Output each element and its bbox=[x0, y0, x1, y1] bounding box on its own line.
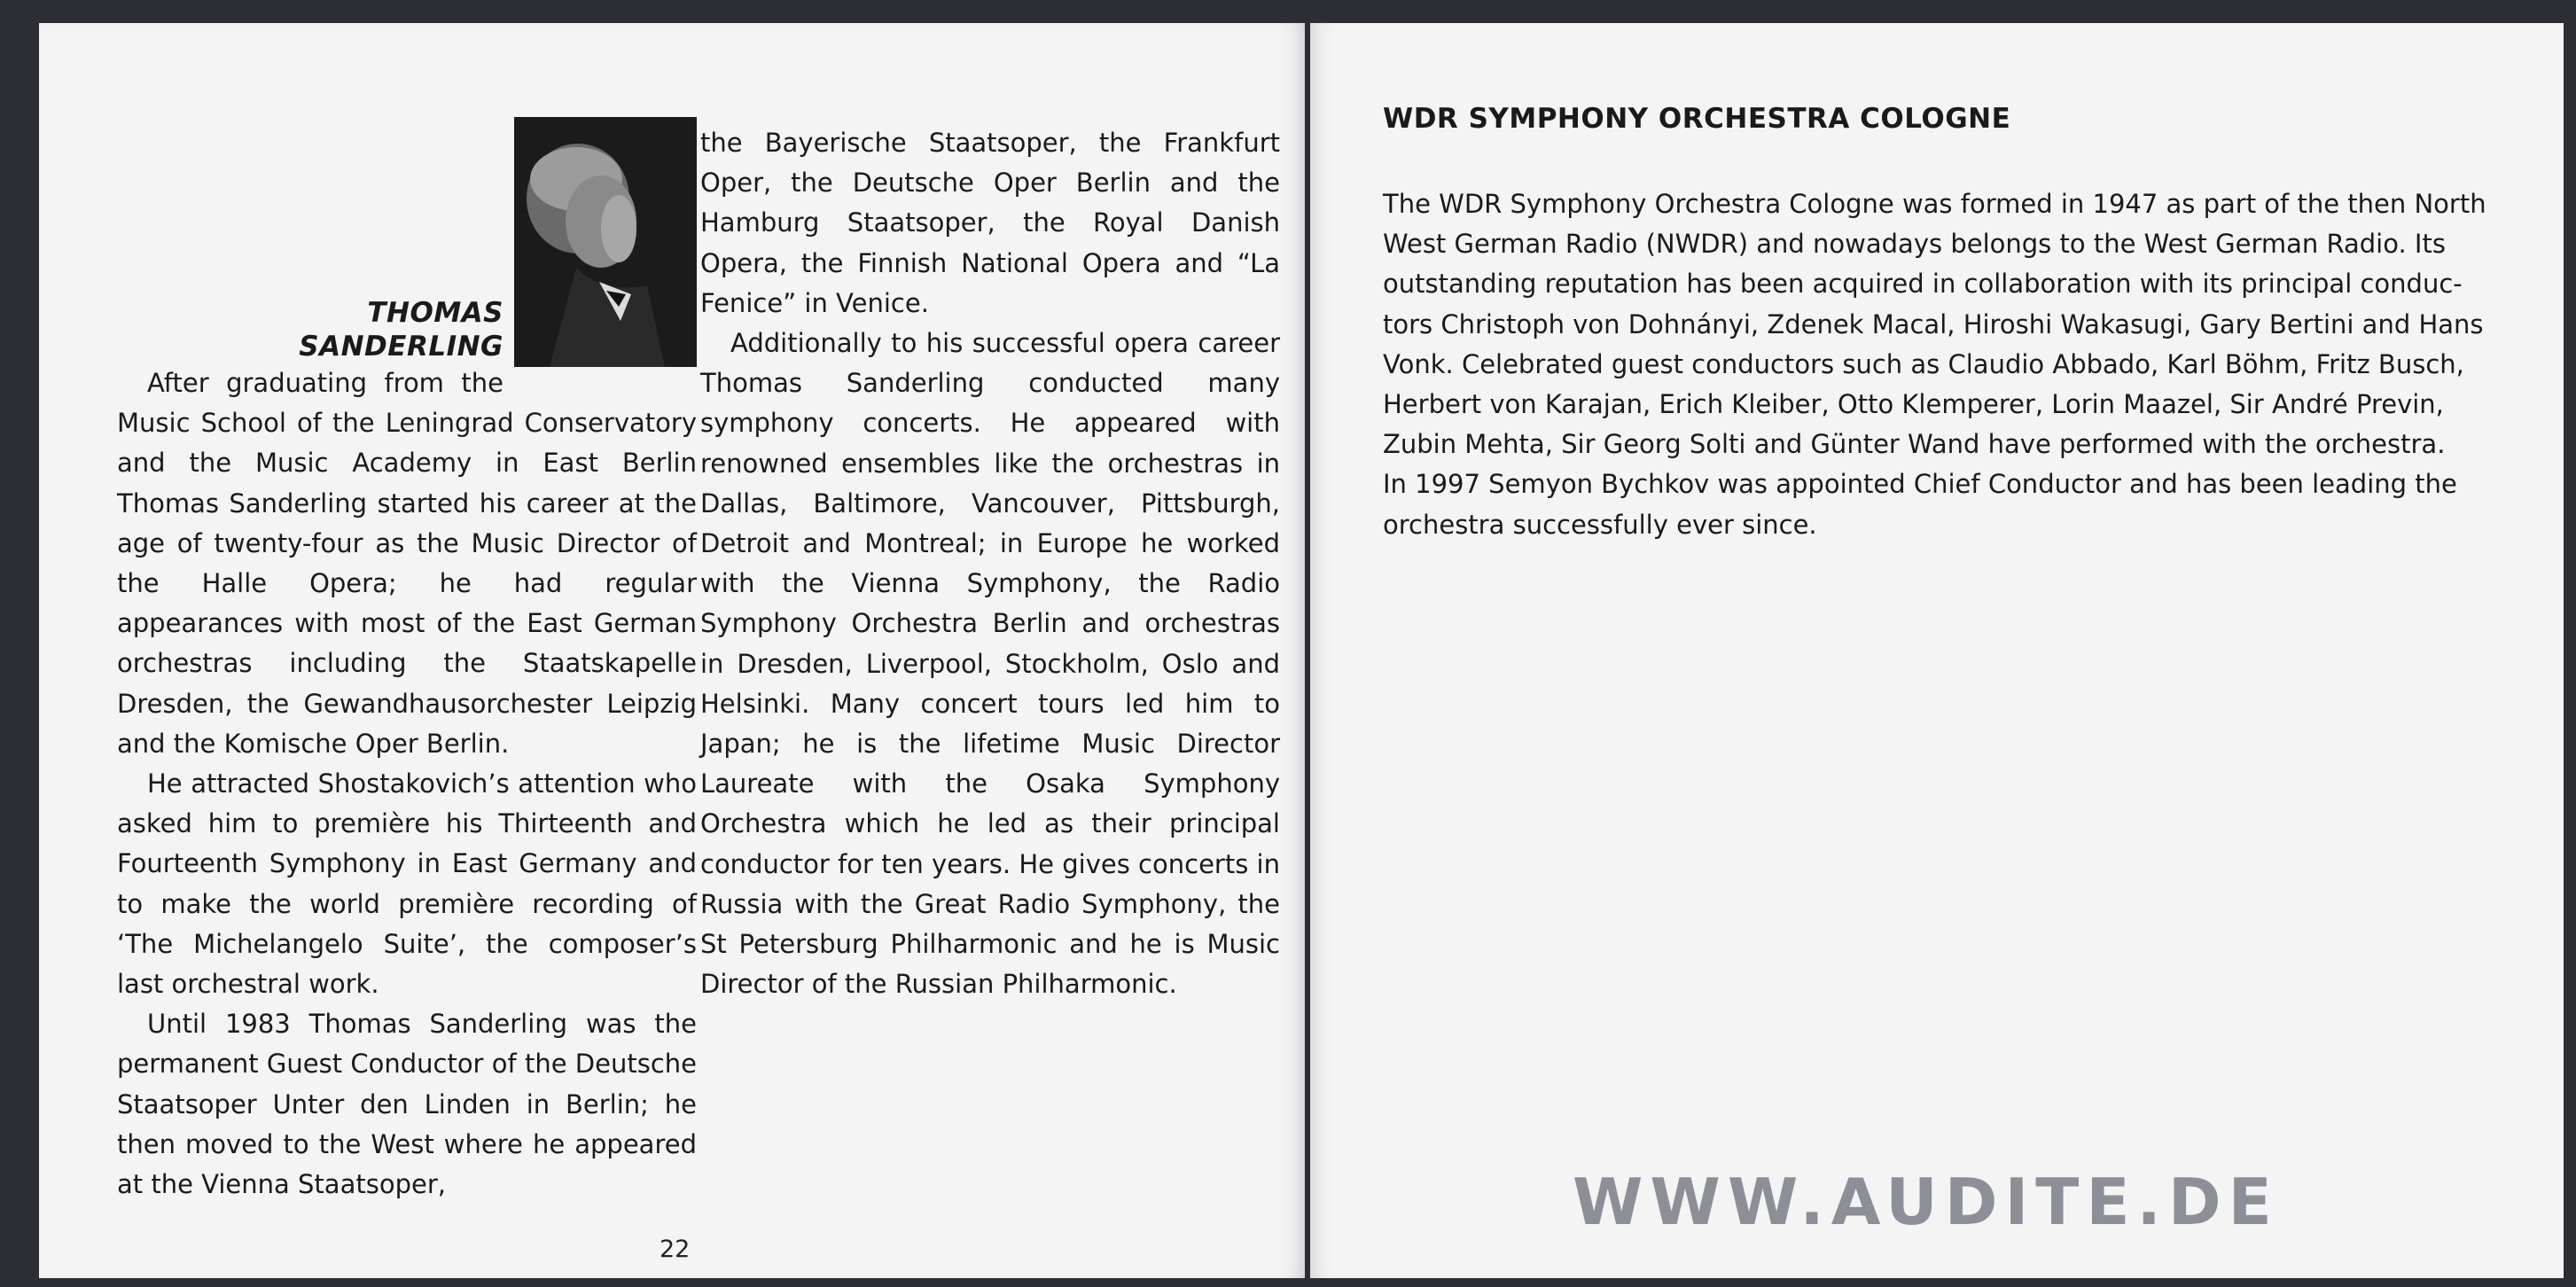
description-line: Vonk. Celebrated guest conductors such as Claudio Abbado, Karl Böhm, Fritz Busch, bbox=[1383, 348, 2464, 379]
orchestra-description bbox=[1383, 184, 2509, 545]
portrait-image bbox=[514, 117, 697, 367]
paragraph-biography-2: He attracted Shostakovich’s attention who asked him to première his Thirteenth and Fourteenth Symphony in East Germany and to make the world première recording of ‘The Michelangelo Suite’, the composer’s last orchestral work. bbox=[117, 768, 697, 1000]
heading-first-name: THOMAS bbox=[367, 297, 503, 329]
orchestra-title: WDR SYMPHONY ORCHESTRA COLOGNE bbox=[1383, 103, 2011, 135]
heading-last-name: SANDERLING bbox=[299, 331, 503, 363]
description-line: West German Radio (NWDR) and nowadays belongs to the West German Radio. Its bbox=[1383, 229, 2446, 260]
left-page bbox=[39, 23, 1305, 1278]
description-line: outstanding reputation has been acquired in collaboration with its principal conduc- bbox=[1383, 269, 2463, 300]
description-line: In 1997 Semyon Bychkov was appointed Chief Conductor and has been leading the bbox=[1383, 469, 2457, 500]
description-line: orchestra successfully ever since. bbox=[1383, 509, 1817, 540]
paragraph-biography-5: Additionally to his successful opera career Thomas Sanderling conducted many symphony concerts. He appeared with renowned ensembles like the orchestras in Dallas, Baltimore, Vancouver, Pittsburgh, Detroit and Montreal; in Europe he worked with the Vienna Symphony, the Radio Symphony Orchestra Berlin and orchestras in Dresden, Liverpool, Stockholm, Oslo and Helsinki. Many concert tours led him to Japan; he is the lifetime Music Director Laureate with the Osaka Symphony Orchestra which he led as their principal conductor for ten years. He gives concerts in Russia with the Great Radio Symphony, the St Petersburg Philharmonic and he is Music Director of the Russian Philharmonic. bbox=[700, 328, 1280, 1000]
description-line: Zubin Mehta, Sir Georg Solti and Günter Wand have performed with the orchestra. bbox=[1383, 429, 2446, 460]
right-page bbox=[1310, 23, 2564, 1278]
description-line: Herbert von Karajan, Erich Kleiber, Otto Klemperer, Lorin Maazel, Sir André Previn, bbox=[1383, 389, 2444, 420]
paragraph-biography-3: Until 1983 Thomas Sanderling was the permanent Guest Conductor of the Deutsche Staatsoper Unter den Linden in Berlin; he then moved to the West where he appeared at the Vienna Staatsoper, bbox=[117, 1009, 697, 1200]
middle-column bbox=[700, 123, 1280, 1004]
page-number: 22 bbox=[660, 1236, 691, 1263]
left-column bbox=[117, 117, 697, 1205]
description-line: tors Christoph von Dohnányi, Zdenek Macal, Hiroshi Wakasugi, Gary Bertini and Hans bbox=[1383, 308, 2484, 339]
description-line: The WDR Symphony Orchestra Cologne was formed in 1947 as part of the then North bbox=[1383, 189, 2486, 219]
paragraph-biography-1: After graduating from the Music School of the Leningrad Conservatory and the Music Academy in East Berlin Thomas Sanderling started his career at the age of twenty-four as the Music Director of the Halle Opera; he had regular appearances with most of the East German orchestras including the Staatskapelle Dresden, the Gewandhausorchester Leipzig and the Komische Oper Berlin. bbox=[117, 368, 697, 759]
website-url: WWW.AUDITE.DE bbox=[1573, 1165, 2279, 1239]
paragraph-biography-4: the Bayerische Staatsoper, the Frankfurt Oper, the Deutsche Oper Berlin and the Hamburg Staatsoper, the Royal Danish Opera, the Finnish National Opera and “La Fenice” in Venice. bbox=[700, 128, 1280, 318]
conductor-portrait-photo bbox=[514, 117, 697, 367]
